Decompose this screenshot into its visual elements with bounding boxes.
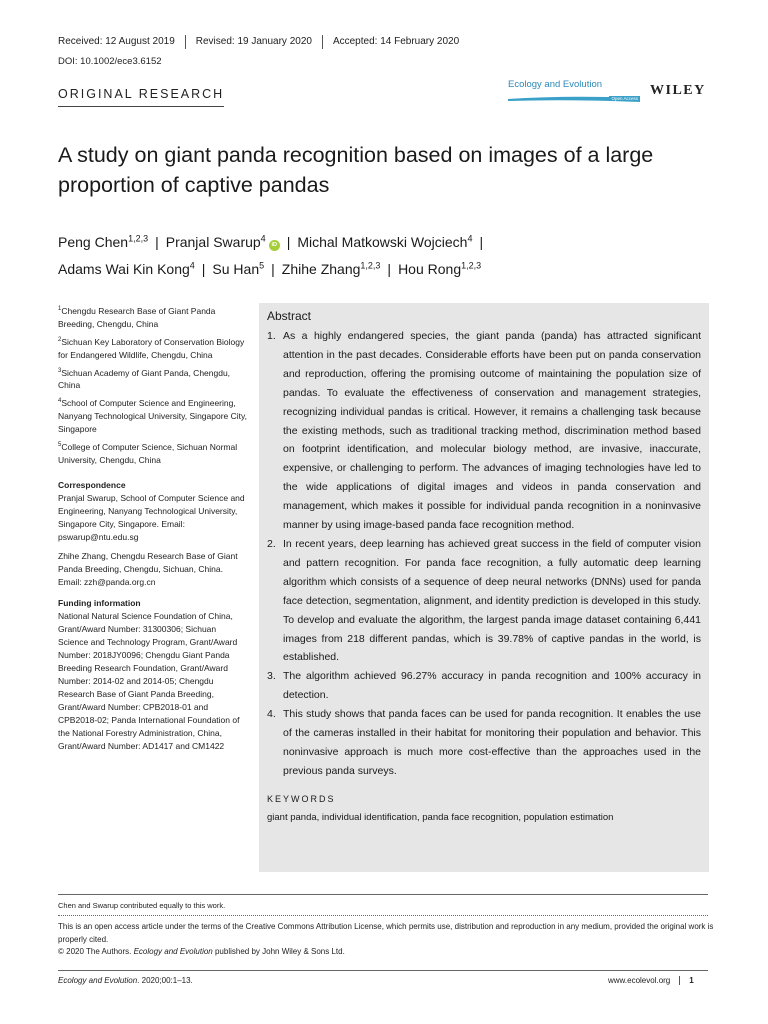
funding-heading: Funding information: [58, 598, 141, 609]
abstract-item: 2. In recent years, deep learning has achieved great success in the field of computer vision and pattern recognition. For panda face recognition, a fully automatic deep learning algorithm which consists of a sequence of deep neural networks (DNNs) used for panda face detection, segmentation, alignment, and identity prediction is developed in this study. To develop and evaluate the algorithm, the largest panda image dataset containing 6,441 images from 218 different pandas, which is 39.78% of captive pandas in the world, is established.: [267, 537, 701, 664]
doi-link[interactable]: DOI: 10.1002/ece3.6152: [58, 56, 162, 67]
received-date: Received: 12 August 2019: [58, 36, 175, 47]
affiliation: $^5$College of Computer Science, Sichuan Normal University, Chengdu, China: [58, 442, 238, 466]
correspondence-entry: Zhihe Zhang, Chengdu Research Base of Giant Panda Breeding, Chengdu, Sichuan, China. Email: zzh@panda.org.cn: [58, 551, 238, 588]
copyright-line: © 2020 The Authors. Ecology and Evolution published by John Wiley & Sons Ltd.: [58, 947, 345, 956]
article-type-label: ORIGINAL RESEARCH: [58, 87, 224, 107]
keywords-list: giant panda, individual identification, panda face recognition, population estimation: [267, 811, 614, 823]
author-name[interactable]: Pranjal Swarup$^4$: [165, 233, 266, 250]
author-name[interactable]: Michal Matkowski Wojciech$^4$: [297, 233, 473, 250]
citation-line: Ecology and Evolution. 2020;00:1–13.: [58, 976, 193, 985]
keywords-heading: KEYWORDS: [267, 793, 336, 804]
journal-logo: [508, 79, 640, 109]
license-text: [58, 921, 718, 959]
orcid-icon[interactable]: iD: [269, 240, 280, 251]
footer-divider: [58, 970, 708, 971]
journal-website-link[interactable]: www.ecolevol.org: [608, 976, 671, 985]
license-divider: [58, 915, 708, 916]
revised-date: Revised: 19 January 2020: [185, 35, 322, 49]
footnote-divider: [58, 894, 708, 895]
correspondence-heading: Correspondence: [58, 480, 126, 491]
affiliation: $^4$School of Computer Science and Engineering, Nanyang Technological University, Singapore City, Singapore: [58, 398, 247, 435]
author-name[interactable]: Su Han$^5$: [212, 260, 265, 278]
affiliation: $^2$Sichuan Key Laboratory of Conservation Biology for Endangered Wildlife, Chengdu, China: [58, 336, 245, 360]
article-info-column: [58, 303, 248, 759]
abstract-box: [259, 303, 709, 872]
affiliation: $^1$Chengdu Research Base of Giant Panda Breeding, Chengdu, China: [58, 305, 216, 329]
abstract-list: [267, 327, 701, 781]
correspondence-entry: Pranjal Swarup, School of Computer Science and Engineering, Nanyang Technological University, Singapore City, Singapore. Email: pswarup@ntu.edu.sg: [58, 493, 245, 543]
abstract-item: 4. This study shows that panda faces can be used for panda recognition. It enables the use of the cameras installed in their habitat for monitoring their population and behavior. This noninvasive approach is much more cost-effective than the approaches used in the previous panda surveys.: [267, 708, 701, 777]
open-access-badge: Open Access: [611, 96, 638, 101]
abstract-item: 1. As a highly endangered species, the giant panda (panda) has attracted significant attention in the past decades. Considerable efforts have been put on panda conservation and reproduction, offering the promising outcome of maintaining the population size of pandas. To evaluate the effectiveness of conservation and management strategies, recognizing individual pandas is critical. However, it remains a challenging task because the existing methods, such as traditional tracking method, discrimination method based on footprint identification, and molecular biology method, are invasive, inaccurate, expensive, or challenging to perform. The advances of imaging technologies have led to the wide applications of digital images and videos in panda conservation and management, which makes it possible for individual panda recognition in a noninvasive manner by using image-based panda face recognition method.: [267, 330, 701, 532]
author-name[interactable]: Adams Wai Kin Kong$^4$: [58, 260, 195, 278]
abstract-item: 3. The algorithm achieved 96.27% accuracy in panda recognition and 100% accuracy in detection.: [267, 670, 701, 702]
page-number: 1: [679, 976, 693, 985]
author-name[interactable]: Peng Chen$^{1,2,3}$: [58, 233, 149, 250]
journal-logo-text: Ecology and Evolution: [508, 79, 603, 90]
accepted-date: Accepted: 14 February 2020: [322, 35, 469, 49]
license-statement: This is an open access article under the terms of the Creative Commons Attribution License, which permits use, distribution and reproduction in any medium, provided the original work is properly cited.: [58, 922, 714, 944]
publisher-logo: WILEY: [650, 83, 706, 98]
author-name[interactable]: Zhihe Zhang$^{1,2,3}$: [281, 260, 381, 278]
article-title: A study on giant panda recognition based on images of a large proportion of captive pandas: [58, 143, 654, 197]
abstract-heading: Abstract: [267, 309, 312, 323]
author-list: Peng Chen$^{1,2,3}$ | Pranjal Swarup$^4$iD | Michal Matkowski Wojciech$^4$ | Adams Wai Kin Kong$^4$ | Su Han$^5$ | Zhihe Zhang$^{1,2,3}$ | Hou Rong$^{1,2,3}$: [58, 233, 484, 278]
equal-contribution-footnote: Chen and Swarup contributed equally to this work.: [58, 901, 226, 910]
author-name[interactable]: Hou Rong$^{1,2,3}$: [398, 260, 482, 278]
affiliation: $^3$Sichuan Academy of Giant Panda, Chengdu, China: [58, 367, 231, 391]
funding-text: National Natural Science Foundation of China, Grant/Award Number: 31300306; Sichuan Science and Technology Program, Grant/Award Number: 2018JY0096; Chengdu Giant Panda Breeding Research Foundation, Grant/Award Number: 2014-02 and 2014-05; Chengdu Research Base of Giant Panda Breeding, Grant/Award Number: CPB2018-01 and CPB2018-02; Panda International Foundation of the National Forestry Administration, China, Grant/Award Number: AD1417 and CM1422: [58, 611, 240, 752]
footer-right: [608, 976, 694, 985]
article-dates: [58, 35, 469, 49]
